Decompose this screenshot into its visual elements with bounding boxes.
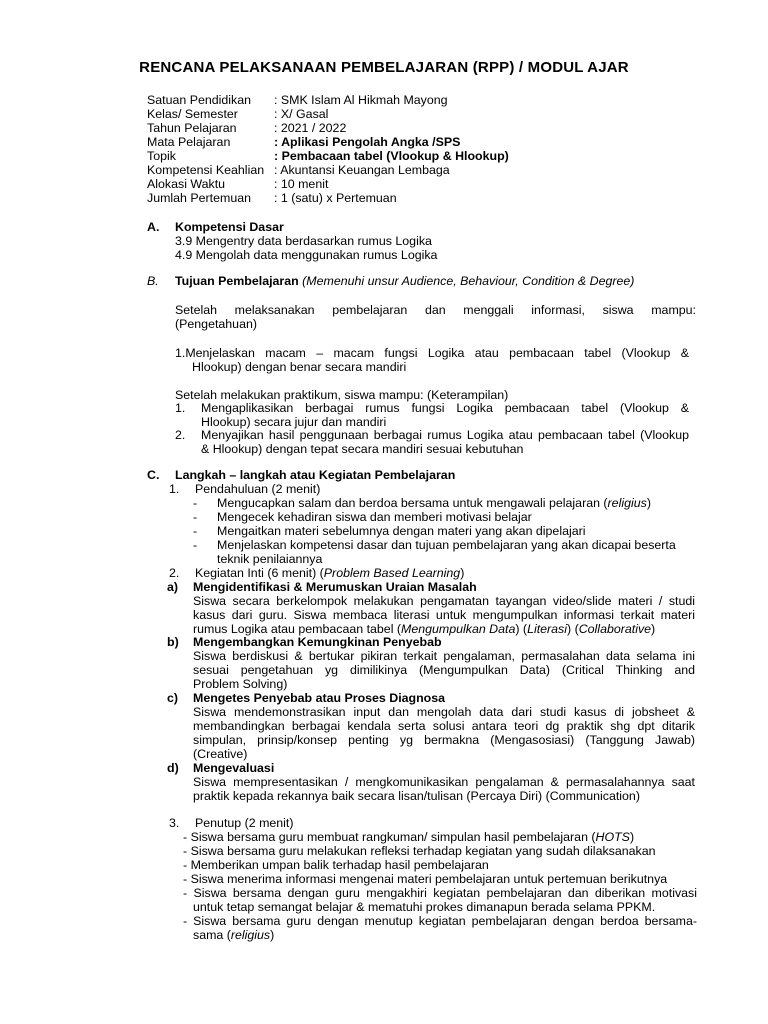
identity-value: : Aplikasi Pengolah Angka /SPS (274, 135, 461, 149)
step-text-line: kasus dari guru. Siswa membaca literasi untuk mengumpulkan informasi terkait materi (193, 608, 695, 622)
step-letter: a) (167, 580, 179, 594)
text-run: ) ( (515, 622, 528, 636)
skill-line2: Hlookup) secara jujur dan mandiri (201, 415, 387, 429)
text-run: rumus Logika atau pembacaan tabel ( (193, 622, 402, 636)
knowledge-objective-line1: 1.Menjelaskan macam – macam fungsi Logika atau pembacaan tabel (Vlookup & (175, 346, 689, 360)
step-text-line: Siswa mendemonstrasikan input dan mengolah data dari studi kasus di jobsheet & (193, 705, 695, 719)
skill-number: 2. (175, 428, 186, 442)
text-run-italic: HOTS (595, 830, 630, 844)
penutup-item-continuation: untuk tetap semangat belajar & mematuhi prokes dimanapun berada selama PPKM. (193, 900, 656, 914)
skill-line1: Menyajikan hasil penggunaan berbagai rumus Logika atau pembacaan tabel (Vlookup (201, 428, 689, 442)
step-text-line: (Creative) (193, 747, 248, 761)
penutup-item: - Siswa menerima informasi mengenai materi pembelajaran untuk pertemuan berikutnya (183, 872, 668, 886)
dash-bullet: - (193, 496, 198, 510)
penutup-item: - Siswa bersama guru melakukan refleksi terhadap kegiatan yang sudah dilaksanakan (183, 844, 656, 858)
step-text-line (193, 622, 655, 636)
penutup-title: Penutup (2 menit) (195, 816, 294, 830)
step-text-line: simpulan, prinsip/konsep penting yg bermakna (Mengasosiasi) (Tanggung Jawab) (193, 733, 695, 747)
text-run: ) (646, 496, 651, 510)
step-text-line: Siswa mempresentasikan / mengkomunikasikan pengalaman & permasalahannya saat (193, 775, 695, 789)
identity-label: Mata Pelajaran (147, 135, 231, 149)
identity-label: Kelas/ Semester (147, 107, 238, 121)
text-run-italic: religius (607, 496, 647, 510)
penutup-item: - Siswa bersama guru dengan menutup kegiatan pembelajaran dengan berdoa bersama- (183, 914, 697, 928)
knowledge-objective-line2: Hlookup) dengan benar secara mandiri (192, 360, 407, 374)
text-run-italic: religius (230, 928, 271, 942)
identity-label: Alokasi Waktu (147, 177, 226, 191)
identity-value: : 1 (satu) x Pertemuan (274, 191, 397, 205)
step-title: Mengevaluasi (193, 761, 275, 775)
inti-title (195, 566, 464, 580)
text-run: - Siswa bersama guru membuat rangkuman/ simpulan hasil pembelajaran ( (183, 830, 596, 844)
penutup-number: 3. (169, 816, 180, 830)
skill-line1: Mengaplikasikan berbagai rumus fungsi Logika pembacaan tabel (Vlookup & (201, 401, 689, 415)
skill-intro: Setelah melakukan praktikum, siswa mampu: (Keterampilan) (175, 388, 509, 402)
inti-number: 2. (169, 566, 180, 580)
pendahuluan-title: Pendahuluan (2 menit) (195, 482, 321, 496)
section-b-subtitle: (Memenuhi unsur Audience, Behaviour, Condition & Degree) (302, 274, 635, 288)
step-letter: b) (167, 635, 179, 649)
step-text-line: praktik kepada rekannya baik secara lisan/tulisan (Percaya Diri) (Communication) (193, 789, 640, 803)
section-a-letter: A. (147, 220, 160, 234)
identity-value: : 10 menit (274, 177, 329, 191)
skill-number: 1. (175, 401, 186, 415)
text-run: ) (460, 566, 465, 580)
text-run: sama ( (193, 928, 231, 942)
identity-value: : Pembacaan tabel (Vlookup & Hlookup) (274, 149, 509, 163)
text-run: ) (651, 622, 656, 636)
identity-label: Topik (147, 149, 176, 163)
text-run: ) (629, 830, 635, 844)
text-run-italic: Collaborative (578, 622, 652, 636)
identity-value: : Akuntansi Keuangan Lembaga (274, 163, 450, 177)
identity-label: Satuan Pendidikan (147, 93, 252, 107)
section-c-title: Langkah – langkah atau Kegiatan Pembelajaran (175, 468, 456, 482)
skill-line2: & Hlookup) dengan tepat secara mandiri sesuai kebutuhan (201, 442, 524, 456)
penutup-item-continuation (193, 928, 274, 942)
section-b-letter: B. (147, 274, 159, 288)
document-title: RENCANA PELAKSANAAN PEMBELAJARAN (RPP) / MODUL AJAR (139, 59, 629, 76)
penutup-item: - Siswa bersama dengan guru mengakhiri kegiatan pembelajaran dan diberikan motivasi (183, 886, 697, 900)
pendahuluan-number: 1. (169, 482, 180, 496)
identity-value: : SMK Islam Al Hikmah Mayong (274, 93, 448, 107)
text-run-italic: Mengumpulkan Data (401, 622, 516, 636)
step-text-line: Siswa secara berkelompok melakukan pengamatan tayangan video/slide materi / studi (193, 594, 695, 608)
text-run-italic: Literasi (527, 622, 568, 636)
section-b-heading (175, 274, 634, 288)
text-run: Mengucapkan salam dan berdoa bersama untuk mengawali pelajaran ( (217, 496, 608, 510)
competency-item: 3.9 Mengentry data berdasarkan rumus Logika (175, 234, 432, 248)
identity-label: Kompetensi Keahlian (147, 163, 265, 177)
step-text-line: sesuai pengetahuan yg dimilikinya (Mengumpulkan Data) (Critical Thinking and (193, 663, 695, 677)
identity-label: Tahun Pelajaran (147, 121, 237, 135)
text-run: Kegiatan Inti (6 menit) ( (195, 566, 324, 580)
text-run: ) ( (567, 622, 579, 636)
penutup-item: - Memberikan umpan balik terhadap hasil pembelajaran (183, 858, 489, 872)
pendahuluan-item (217, 496, 651, 510)
step-title: Mengembangkan Kemungkinan Penyebab (193, 635, 442, 649)
step-text-line: membandingkan berbagai kendala serta solusi antara teori dg praktik shg dpt ditarik (193, 719, 695, 733)
step-text-line: Siswa berdiskusi & bertukar pikiran terkait pengalaman, permasalahan data selama ini (193, 649, 695, 663)
dash-bullet: - (193, 524, 198, 538)
section-b-title: Tujuan Pembelajaran (175, 274, 299, 288)
penutup-item (183, 830, 634, 844)
dash-bullet: - (193, 538, 198, 552)
step-text-line: Problem Solving) (193, 677, 288, 691)
pendahuluan-item: Mengecek kehadiran siswa dan memberi motivasi belajar (217, 510, 532, 524)
section-c-letter: C. (147, 468, 160, 482)
section-b-intro-line1: Setelah melaksanakan pembelajaran dan menggali informasi, siswa mampu: (175, 303, 696, 317)
pendahuluan-item: Mengaitkan materi sebelumnya dengan materi yang akan dipelajari (217, 524, 586, 538)
step-title: Mengidentifikasi & Merumuskan Uraian Masalah (193, 580, 477, 594)
identity-value: : 2021 / 2022 (274, 121, 347, 135)
text-run-italic: Problem Based Learning (323, 566, 461, 580)
step-letter: c) (167, 691, 179, 705)
pendahuluan-item-continuation: teknik penilaiannya (217, 552, 323, 566)
text-run: ) (270, 928, 275, 942)
step-title: Mengetes Penyebab atau Proses Diagnosa (193, 691, 446, 705)
competency-item: 4.9 Mengolah data menggunakan rumus Logika (175, 248, 438, 262)
section-b-intro-line2: (Pengetahuan) (175, 317, 257, 331)
dash-bullet: - (193, 510, 198, 524)
step-letter: d) (167, 761, 179, 775)
pendahuluan-item: Menjelaskan kompetensi dasar dan tujuan pembelajaran yang akan dicapai beserta (217, 538, 676, 552)
identity-value: : X/ Gasal (274, 107, 329, 121)
identity-label: Jumlah Pertemuan (147, 191, 251, 205)
section-a-title: Kompetensi Dasar (175, 220, 284, 234)
